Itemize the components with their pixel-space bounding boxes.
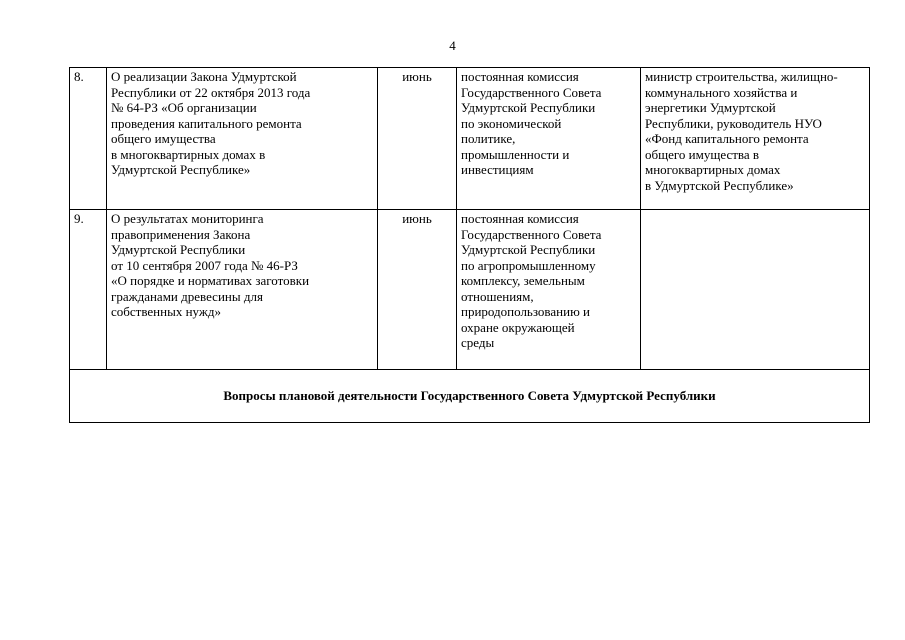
- row-responsible: постоянная комиссия Государственного Совета Удмуртской Республики по агропромышленному комплексу, земельным отношениям, природопользованию и охране окружающей среды: [457, 210, 641, 370]
- row-term: июнь: [378, 68, 457, 210]
- row-title: О результатах мониторинга правоприменения Закона Удмуртской Республики от 10 сентября 2007 года № 46-РЗ «О порядке и нормативах заготовки гражданами древесины для собственных нужд»: [107, 210, 378, 370]
- row-number: 9.: [70, 210, 107, 370]
- row-number: 8.: [70, 68, 107, 210]
- row-term: июнь: [378, 210, 457, 370]
- row-responsible: постоянная комиссия Государственного Совета Удмуртской Республики по экономической политике, промышленности и инвестициям: [457, 68, 641, 210]
- section-heading-row: [70, 370, 870, 423]
- row-executors: министр строительства, жилищно- коммунального хозяйства и энергетики Удмуртской Республики, руководитель НУО «Фонд капитального ремонта общего имущества в многоквартирных домах в Удмуртской Республике»: [641, 68, 870, 210]
- table-row: [70, 68, 870, 210]
- table-row: [70, 210, 870, 370]
- row-title: О реализации Закона Удмуртской Республики от 22 октября 2013 года № 64-РЗ «Об организации проведения капитального ремонта общего имущества в многоквартирных домах в Удмуртской Республике»: [107, 68, 378, 210]
- section-heading: Вопросы плановой деятельности Государственного Совета Удмуртской Республики: [70, 370, 870, 423]
- plan-table: [69, 67, 870, 423]
- row-executors: [641, 210, 870, 370]
- page-number: 4: [449, 38, 456, 53]
